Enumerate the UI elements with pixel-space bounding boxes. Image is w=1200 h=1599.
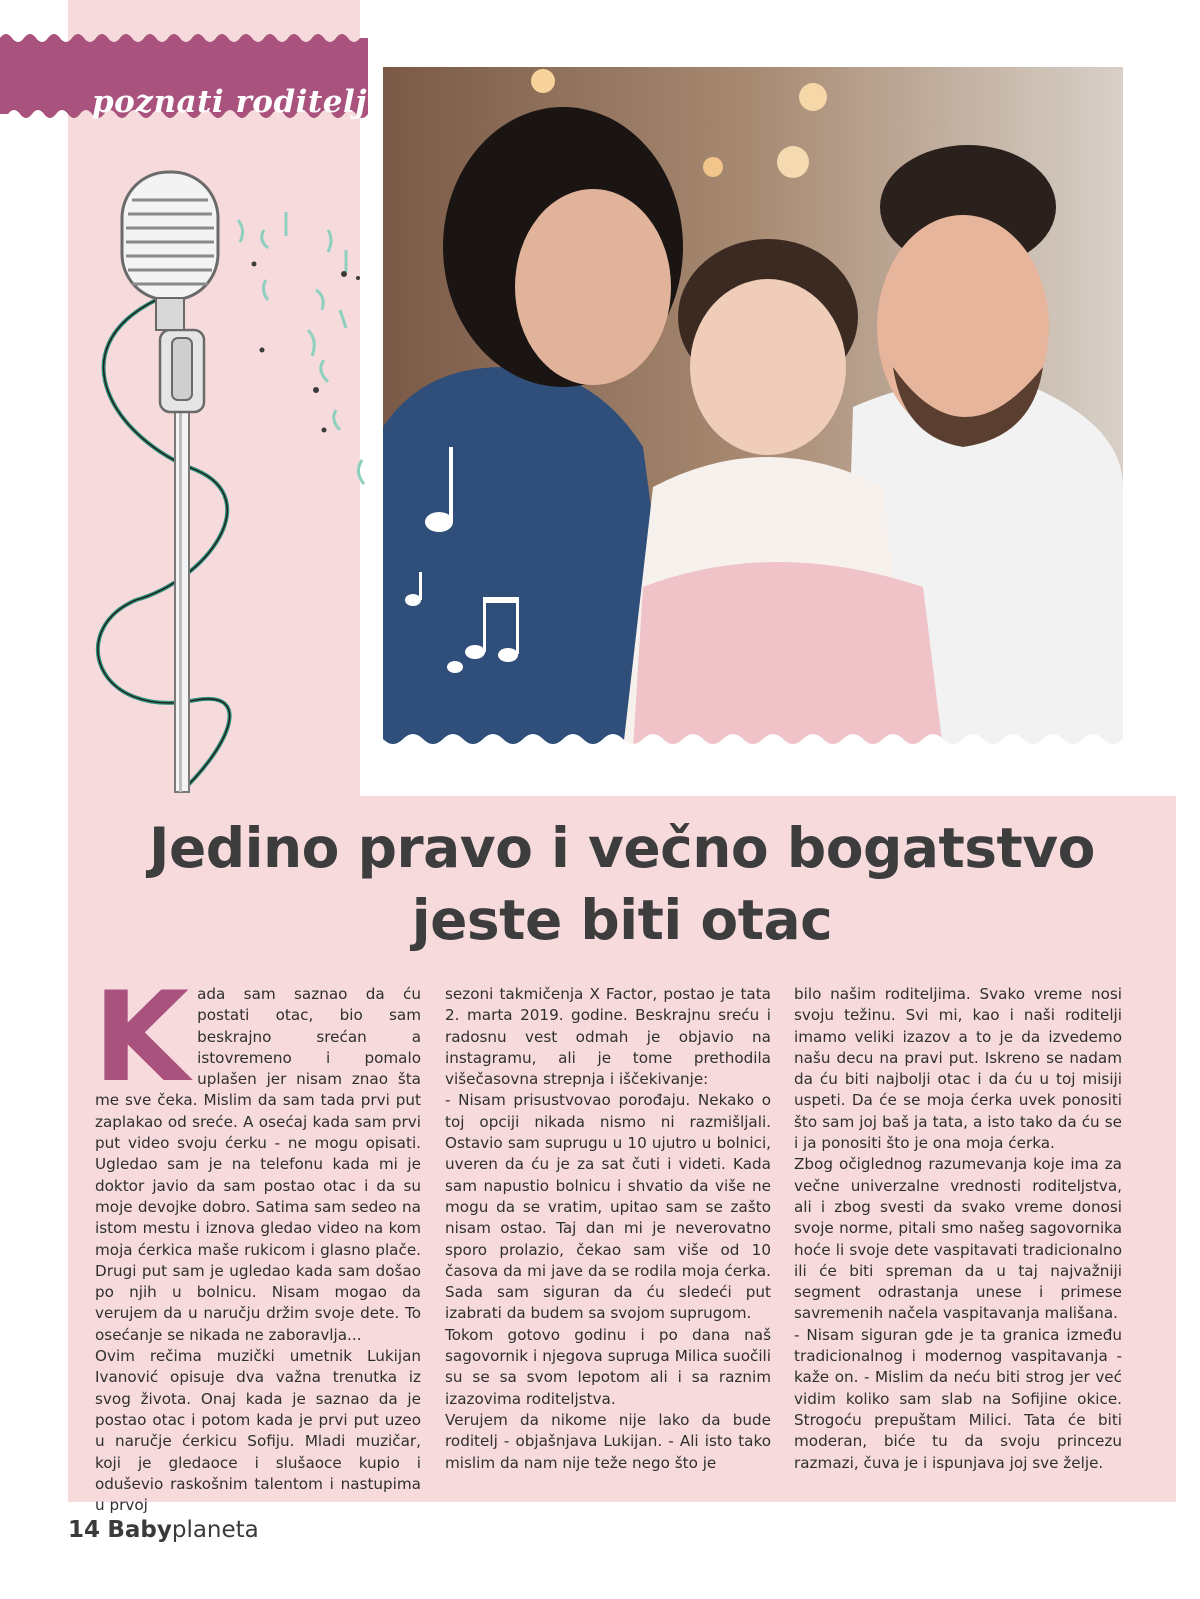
article-column-2 (445, 984, 771, 1474)
paragraph: - Nisam prisustvovao porođaju. Nekako o toj opciji nikada nismo ni razmišljali. Ostavio sam suprugu u 10 ujutro u bolnici, uveren da ću je za sat čuti i videti. Kada sam napustio bolnicu i shvatio da više ne mogu da se vratim, upitao sam se zašto nisam ostao. Taj dan mi je neverovatno sporo prolazio, čekao sam više od 10 časova da mi jave da se rodila moja ćerka. Sada sam siguran da ću sledeći put izabrati da budem sa svojom suprugom. (445, 1091, 771, 1323)
section-banner (0, 30, 368, 122)
headline-line-1: Jedino pravo i večno bogatstvo (149, 816, 1095, 880)
microphone-illustration (86, 160, 386, 800)
drop-cap: K (93, 966, 190, 1110)
article-headline (68, 812, 1176, 956)
brand-bold: Baby (107, 1517, 172, 1543)
brand-light: planeta (171, 1517, 259, 1543)
family-photo (383, 67, 1123, 749)
paragraph: Verujem da nikome nije lako da bude roditelj - objašnjava Lukijan. - Ali isto tako mislim da nam nije teže nego što je (445, 1410, 771, 1472)
paragraph: Ovim rečima muzički umetnik Lukijan Ivanović opisuje dva važna trenutka iz svog života. Onaj kada je saznao da je postao otac i potom kada je prvi put uzeo u naručje ćerkicu Sofiju. Mladi muzičar, koji je gledaoce i slušaoce kupio i oduševio raskošnim talentom i nastupima u prvoj (95, 1347, 421, 1515)
paragraph: Tokom gotovo godinu i po dana naš sagovornik i njegova supruga Milica suočili su se sa svom lepotom ali i sa raznim izazovima roditeljstva. (445, 1325, 771, 1408)
article-column-3 (794, 984, 1122, 1474)
section-label: poznati roditelj (92, 84, 367, 120)
paragraph: Zbog očiglednog razumevanja koje ima za večne univerzalne vrednosti roditeljstva, ali i zbog svesti da svako vreme donosi svoje norme, pitali smo našeg sagovornika hoće li svoje dete vaspitavati tradicionalno ili će biti spreman da u taj najvažniji segment odrastanja unese i primese savremenih načela vaspitavanja mališana. (794, 1155, 1122, 1323)
paragraph: bilo našim roditeljima. Svako vreme nosi svoju težinu. Svi mi, kao i naši roditelji imamo veliki izazov a to je da izvedemo našu decu na pravi put. Iskreno se nadam da ću biti najbolji otac i da ću u toj misiji uspeti. Da će se moja ćerka uvek ponositi što sam joj baš ja tata, a isto tako da ću se i ja ponositi što je ona moja ćerka. (794, 985, 1122, 1153)
paragraph: - Nisam siguran gde je ta granica između tradicionalnog i modernog vaspitavanja - kaže on. - Mislim da neću biti strog jer već vidim koliko sam slab na Sofijine okice. Strogoću prepuštam Milici. Tata će biti moderan, biće tu da svoju princezu razmazi, čuva je i ispunjava joj sve želje. (794, 1325, 1122, 1472)
paragraph: sezoni takmičenja X Factor, postao je tata 2. marta 2019. godine. Beskrajnu sreću i radosnu vest odmah je objavio na instagramu, ali je tome prethodila višečasovna strepnja i iščekivanje: (445, 985, 771, 1089)
page-number: 14 (68, 1517, 101, 1543)
headline-line-2: jeste biti otac (411, 888, 833, 952)
page-footer (68, 1517, 259, 1543)
article-column-1 (93, 966, 421, 1516)
paragraph: ada sam saznao da ću postati otac, bio sam beskrajno srećan a istovremeno i pomalo uplašen jer nisam znao šta me sve čeka. Mislim da sam tada prvi put zaplakao od sreće. A osećaj kada sam prvi put video svoju ćerku - ne mogu opisati. Ugledao sam je na telefonu kada mi je doktor javio da sam postao otac i da su moje devojke dobro. Satima sam sedeo na istom mestu i iznova gledao video na kom moja ćerkica maše rukicom i glasno plače. Drugi put sam je ugledao kada sam došao po njih u bolnicu. Nisam mogao da verujem da u naručju držim svoje dete. To osećanje se nikada ne zaboravlja... (95, 985, 421, 1344)
